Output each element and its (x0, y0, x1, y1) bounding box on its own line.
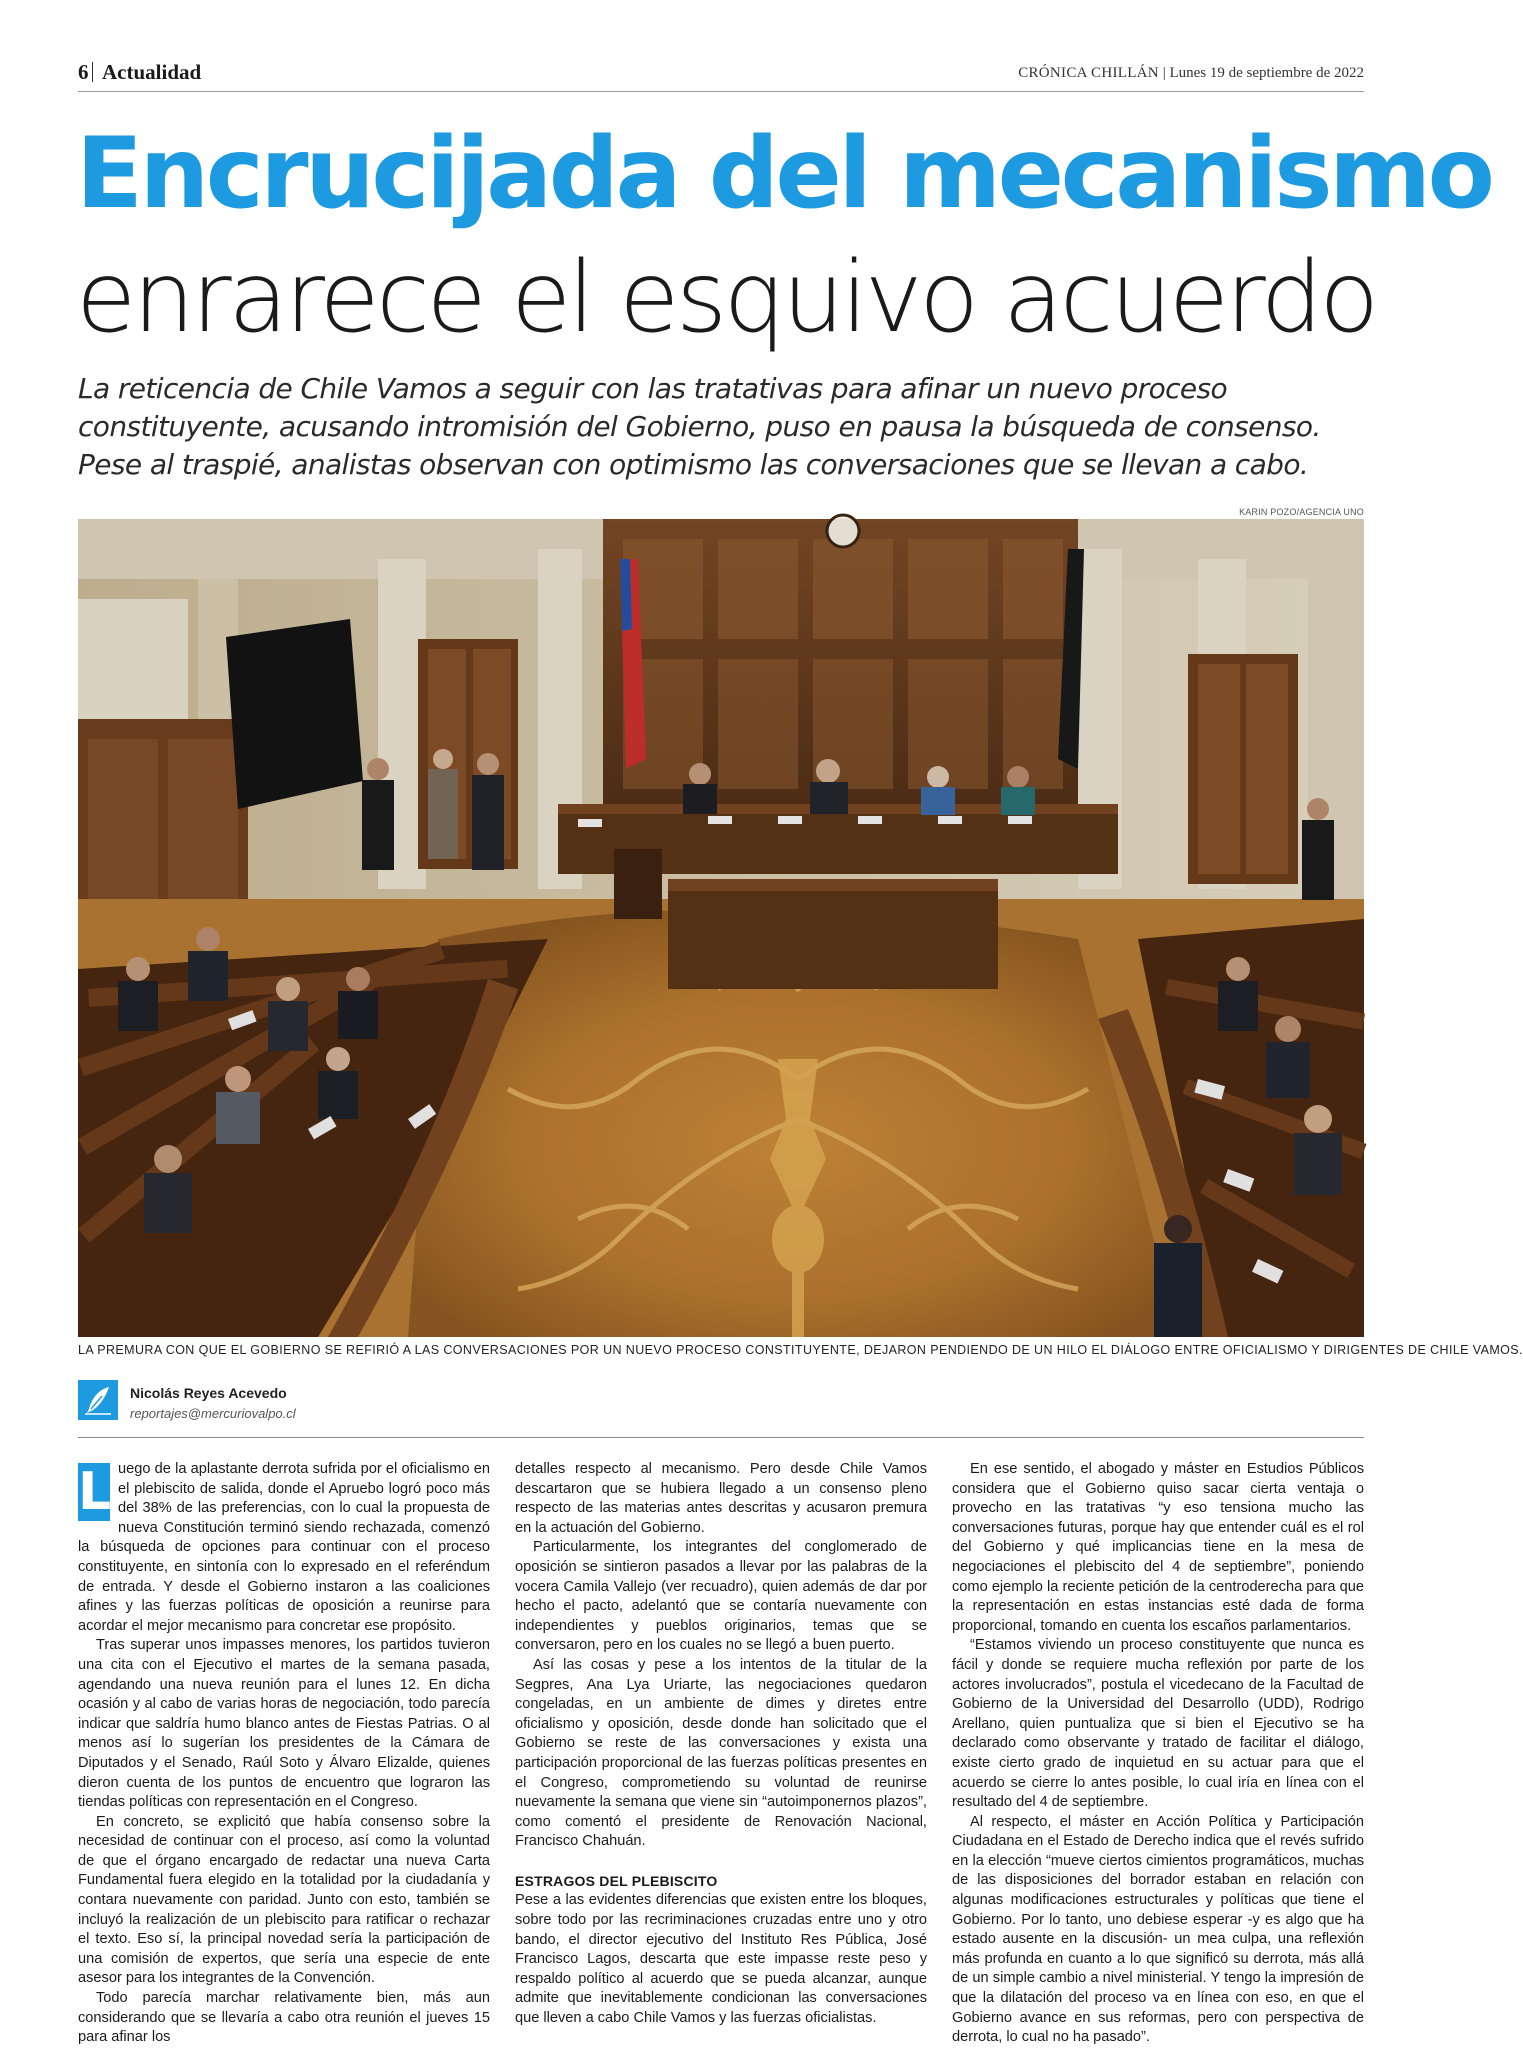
drop-cap: L (78, 1462, 112, 1522)
body-paragraph (78, 1460, 490, 1636)
body-paragraph: En concreto, se explicitó que había consenso sobre la necesidad de continuar con el proceso, así como la voluntad de que el órgano encargado de redactar una nueva Carta Fundamental fuera elegido en la totalidad por la ciudadanía y contara nuevamente con paridad. Junto con esto, también se incluyó la realización de un plebiscito para ratificar o rechazar el texto. Eso sí, la principal novedad sería la participación de una comisión de expertos, que sería una especie de ente asesor para los integrantes de la Convención. (78, 1813, 490, 1987)
publication-separator: | (1162, 65, 1170, 81)
photo-caption: LA PREMURA CON QUE EL GOBIERNO SE REFIRIÓ A LAS CONVERSACIONES POR UN NUEVO PROCESO CONSTITUYENTE, DEJARON PENDIENDO DE UN HILO EL DIÁLOGO ENTRE OFICIALISMO Y DIRIGENTES DE CHILE VAMOS. (78, 1343, 1523, 1357)
page-number: 6 (78, 60, 89, 84)
body-paragraph: detalles respecto al mecanismo. Pero desde Chile Vamos descartaron que se hubiera llegado a un consenso pleno respecto de las materias antes descritas y acusaron premura en la actuación del Gobierno. (515, 1461, 927, 1536)
publication-info (1018, 65, 1364, 82)
section-name: Actualidad (102, 60, 202, 84)
body-paragraph: Todo parecía marchar relativamente bien, más aun considerando que se llevaría a cabo otra reunión el jueves 15 para afinar los (78, 1990, 490, 2046)
byline-divider (78, 1437, 1364, 1438)
headline-line-2: enrarece el esquivo acuerdo (76, 241, 1376, 355)
body-paragraph: Particularmente, los integrantes del conglomerado de oposición se sintieron pasados a llevar por las palabras de la vocera Camila Vallejo (ver recuadro), quien además de dar por hecho el pacto, adelantó que se contaría nuevamente con independientes y pueblos originarios, temas que se conversaron, pero en los cuales no se llegó a buen puerto. (515, 1539, 927, 1654)
header-separator (92, 62, 93, 82)
author-name: Nicolás Reyes Acevedo (130, 1385, 287, 1401)
body-column-2 (515, 1460, 927, 2029)
publication-date: Lunes 19 de septiembre de 2022 (1169, 65, 1364, 81)
section-subhead: ESTRAGOS DEL PLEBISCITO (515, 1872, 718, 1889)
quill-icon (78, 1380, 118, 1420)
article-deck: La reticencia de Chile Vamos a seguir con las tratativas para afinar un nuevo proceso constituyente, acusando intromisión del Gobierno, puso en pausa la búsqueda de consenso. Pese al traspié, analistas observan con optimismo las conversaciones que se llevan a cabo. (78, 372, 1321, 481)
article-photo (78, 519, 1364, 1337)
body-paragraph: En ese sentido, el abogado y máster en Estudios Públicos considera que el Gobierno quiso sacar cierta ventaja o provecho en las tratativas “y eso tensiona mucho las conversaciones futuras, porque hay que entender cuál es el rol del Gobierno y qué implicancias tiene en la mesa de negociaciones el plebiscito del 4 de septiembre”, poniendo como ejemplo la reciente petición de la centroderecha para que la representación en estas instancias esté dada de forma proporcional, tomando en cuenta los escaños parlamentarios. (952, 1461, 1364, 1634)
chamber-illustration (78, 519, 1364, 1337)
body-paragraph: Al respecto, el máster en Acción Política y Participación Ciudadana en el Estado de Derecho indica que el revés sufrido en la elección “mueve ciertos cimientos programáticos, muchas de las disposiciones del borrador estaban en relación con algunas modificaciones estructurales y políticas que tiene el Gobierno. Por lo tanto, uno debiese esperar -y es algo que ha estado ausente en la discusión- un mea culpa, una reflexión más profunda en cuanto a lo que significó su derrota, más allá de un simple cambio a nivel ministerial. Y tengo la impresión de que la dilatación del proceso va en línea con eso, en que el Gobierno avance en sus reformas, pero con perspectiva de derrota, lo cual no ha pasado”. (952, 1813, 1364, 2046)
author-email[interactable]: reportajes@mercuriovalpo.cl (130, 1406, 296, 1421)
body-paragraph: Pese a las evidentes diferencias que existen entre los bloques, sobre todo por las recriminaciones cruzadas entre uno y otro bando, el director ejecutivo del Instituto Res Pública, José Francisco Lagos, descarta que este impasse reste peso y respaldo político al acuerdo que se pueda alcanzar, aunque admite que inevitablemente condicionan las conversaciones que lleven a cabo Chile Vamos y las fuerzas oficialistas. (515, 1892, 927, 2027)
paragraph-text: uego de la aplastante derrota sufrida por el oficialismo en el plebiscito de salida, donde el Apruebo logró poco más del 38% de las preferencias, con lo cual la propuesta de nueva Constitución terminó siendo rechazada, comenzó la búsqueda de opciones para continuar con el proceso constituyente, en sintonía con lo expresado en el referéndum de entrada. Y desde el Gobierno instaron a las coaliciones afines y las fuerzas políticas de oposición a reunirse para acordar el mejor mecanismo para concretar ese propósito. (78, 1461, 490, 1634)
page-header (78, 58, 1364, 92)
body-column-1 (78, 1460, 490, 2048)
body-column-3 (952, 1460, 1364, 2048)
headline-line-1: Encrucijada del mecanismo (76, 117, 1492, 231)
body-paragraph: Tras superar unos impasses menores, los partidos tuvieron una cita con el Ejecutivo el martes de la semana pasada, agendando una nueva reunión para el lunes 12. En dicha ocasión y al cabo de varias horas de negociación, todo parecía indicar que saldría humo blanco antes de Fiestas Patrias. O al menos así lo sugerían los presidentes de la Cámara de Diputados y el Senado, Raúl Soto y Álvaro Elizalde, quienes dieron cuenta de los puntos de encuentro que lograron las tiendas políticas con representación en el Congreso. (78, 1637, 490, 1811)
publication-name: CRÓNICA CHILLÁN (1018, 65, 1159, 81)
body-paragraph: “Estamos viviendo un proceso constituyente que nunca es fácil y donde se requiere mucha reflexión por parte de los actores involucrados”, postula el vicedecano de la Facultad de Gobierno de la Universidad del Desarrollo (UDD), Rodrigo Arellano, quien puntualiza que si bien el Ejecutivo se ha declarado como observante y tratado de facilitar el diálogo, existe cierto grado de inquietud en su actuar para que el acuerdo se cierre lo antes posible, lo cual iría en línea con el resultado del 4 de septiembre. (952, 1637, 1364, 1811)
photo-credit: KARIN POZO/AGENCIA UNO (1239, 507, 1364, 517)
body-paragraph: Así las cosas y pese a los intentos de la titular de la Segpres, Ana Lya Uriarte, las negociaciones quedaron congeladas, en un ambiente de dimes y diretes entre oficialismo y oposición, desde donde han solicitado que el Gobierno se reste de las conversaciones y exista una participación proporcional de las fuerzas políticas presentes en el Congreso, comprometiendo su voluntad de reunirse nuevamente la semana que viene sin “autoimponernos plazos”, como comentó el presidente de Renovación Nacional, Francisco Chahuán. (515, 1656, 927, 1850)
